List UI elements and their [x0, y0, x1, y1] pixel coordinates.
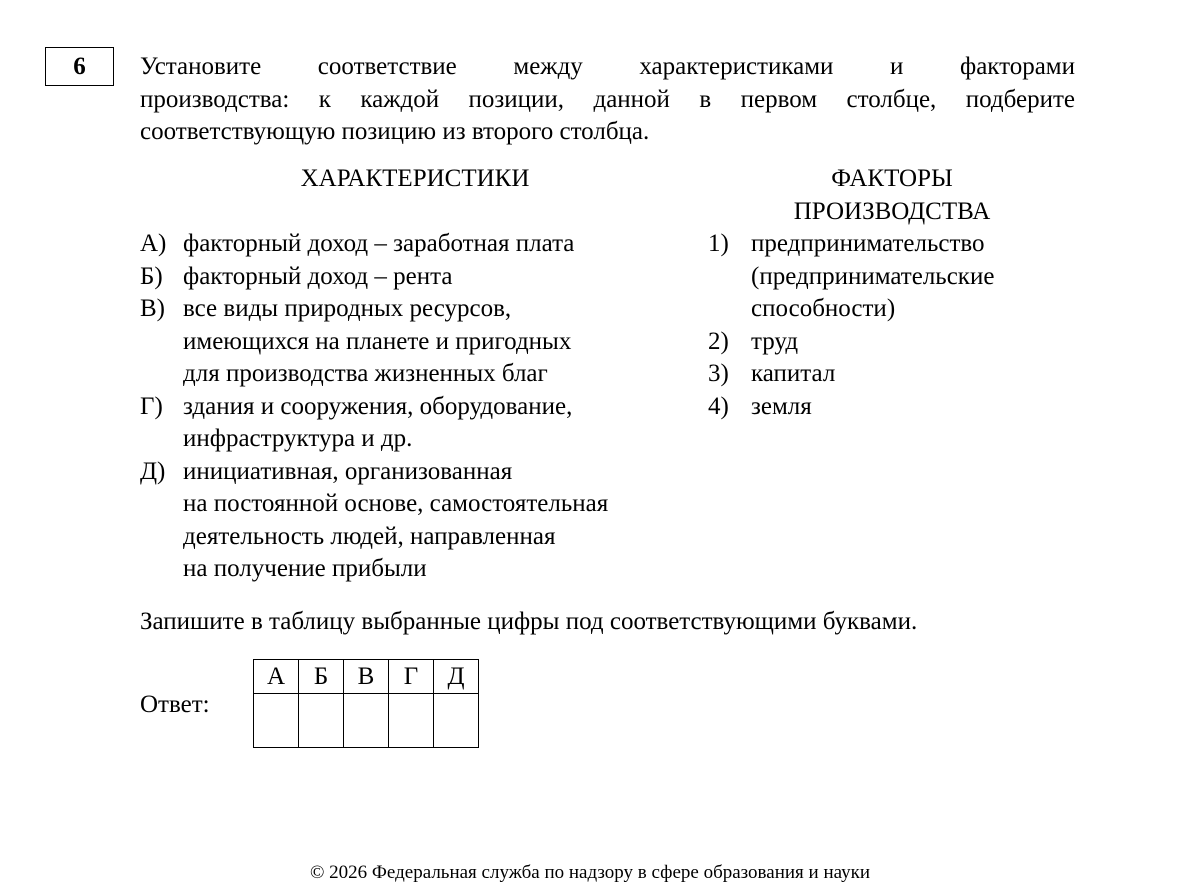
item-text: [751, 326, 1108, 359]
item-text-line: на постоянной основе, самостоятельная: [183, 490, 609, 517]
answer-input-cell-d[interactable]: [434, 694, 479, 748]
answer-header-cell: А: [254, 660, 299, 694]
item-number: 2): [708, 327, 729, 355]
item-text-line: все виды природных ресурсов,: [183, 295, 512, 322]
answer-table-header-row: [254, 660, 479, 694]
characteristic-item-g: [140, 391, 700, 456]
item-text-line: факторный доход – заработная плата: [183, 230, 575, 257]
item-text: [183, 391, 700, 456]
answer-header-cell: В: [344, 660, 389, 694]
answer-table: [253, 659, 479, 748]
item-letter: Б): [140, 262, 163, 290]
item-number: 4): [708, 392, 729, 420]
characteristic-item-a: [140, 228, 700, 261]
characteristics-header: ХАРАКТЕРИСТИКИ: [300, 165, 530, 192]
factor-item-3: [708, 358, 1108, 391]
item-text-line: на получение прибыли: [183, 555, 427, 582]
factor-item-2: [708, 326, 1108, 359]
item-text-line: капитал: [751, 360, 836, 387]
item-text-line: инициативная, организованная: [183, 457, 513, 485]
item-text: [751, 358, 1108, 391]
answer-input-cell-a[interactable]: [254, 694, 299, 748]
characteristic-item-d: [140, 456, 700, 586]
item-text: [751, 391, 1108, 424]
answer-input-cell-b[interactable]: [299, 694, 344, 748]
factor-item-4: [708, 391, 1108, 424]
item-text-line: способности): [751, 295, 896, 322]
factors-header-line: ФАКТОРЫ: [831, 165, 953, 192]
answer-table-input-row: [254, 694, 479, 748]
answer-header-cell: Г: [389, 660, 434, 694]
item-text: [183, 293, 700, 391]
item-letter: Д): [140, 457, 166, 485]
characteristics-list: [140, 228, 700, 586]
item-number: 1): [708, 230, 729, 257]
intro-line: Установите соответствие между характеристиками и факторами: [140, 53, 1075, 80]
item-text-line: земля: [751, 392, 812, 420]
item-text-line: здания и сооружения, оборудование,: [183, 392, 573, 420]
item-text: [183, 261, 700, 294]
factor-item-1: [708, 228, 1108, 326]
factors-header-line: ПРОИЗВОДСТВА: [793, 197, 991, 225]
answer-input-cell-v[interactable]: [344, 694, 389, 748]
item-text-line: для производства жизненных благ: [183, 360, 548, 387]
answer-input-cell-g[interactable]: [389, 694, 434, 748]
answer-label: Ответ:: [140, 691, 210, 718]
item-letter: В): [140, 295, 165, 322]
item-text-line: предпринимательство: [751, 230, 985, 257]
item-text-line: (предпринимательские: [751, 262, 995, 290]
item-text-line: деятельность людей, направленная: [183, 522, 556, 550]
question-number-box: 6: [45, 47, 114, 86]
answer-header-cell: Д: [434, 660, 479, 694]
task-intro: [140, 51, 1075, 149]
item-text-line: труд: [751, 327, 799, 355]
item-number: 3): [708, 360, 729, 387]
intro-line: соответствующую позицию из второго столбца.: [140, 118, 650, 145]
item-letter: Г): [140, 392, 163, 420]
item-text-line: имеющихся на планете и пригодных: [183, 327, 572, 355]
item-text: [183, 456, 700, 586]
intro-line: производства: к каждой позиции, данной в первом столбце, подберите: [140, 85, 1075, 113]
item-text-line: инфраструктура и др.: [183, 425, 413, 452]
copyright-footer: © 2026 Федеральная служба по надзору в сфере образования и науки: [309, 862, 870, 883]
answer-header-cell: Б: [299, 660, 344, 694]
item-text: [183, 228, 700, 261]
factors-header: [697, 163, 1087, 228]
answer-instruction: Запишите в таблицу выбранные цифры под соответствующими буквами.: [140, 608, 918, 635]
item-text: [751, 228, 1108, 326]
item-text-line: факторный доход – рента: [183, 262, 453, 290]
characteristic-item-b: [140, 261, 700, 294]
characteristic-item-v: [140, 293, 700, 391]
factors-list: [708, 228, 1108, 423]
item-letter: А): [140, 230, 167, 257]
